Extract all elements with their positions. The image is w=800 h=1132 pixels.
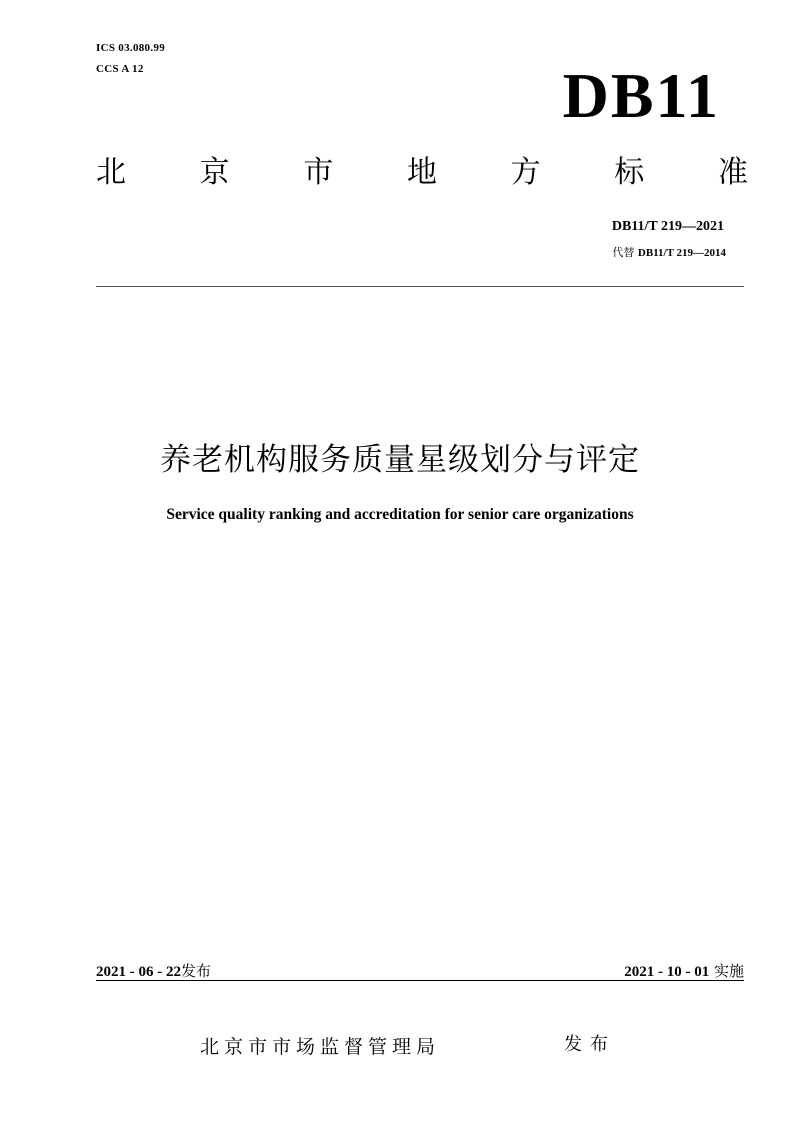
title-char: 京 [199,155,230,190]
issue-label: 发布 [181,962,212,980]
title-char: 方 [510,155,541,190]
replaces-line [612,244,726,260]
title-char: 准 [717,155,748,190]
standard-number: DB11/T 219—2021 [611,219,724,234]
title-char: 市 [303,155,334,190]
title-char: 地 [406,155,437,190]
title-char: 北 [96,155,126,190]
document-title-chinese: 养老机构服务质量星级划分与评定 [160,442,640,478]
ccs-code: CCS A 12 [96,63,144,75]
publish-word: 发布 [564,1034,616,1055]
replaces-label: 代替 [612,246,635,259]
publisher-name: 北京市市场监督管理局 [200,1036,441,1058]
document-title-english: Service quality ranking and accreditation for senior care organizations [166,506,634,523]
replaces-code: DB11/T 219—2014 [637,247,726,259]
bottom-divider [96,980,744,981]
issue-date-line [96,960,211,981]
implement-date-line [624,960,744,981]
standard-type-title [96,155,748,190]
title-char: 标 [614,155,645,190]
top-divider [96,286,744,287]
db-code-logo: DB11 [562,60,720,131]
issue-date: 2021 - 06 - 22 [96,964,181,980]
implement-date: 2021 - 10 - 01 [624,964,710,980]
implement-label: 实施 [713,962,744,980]
ics-code: ICS 03.080.99 [96,42,165,54]
